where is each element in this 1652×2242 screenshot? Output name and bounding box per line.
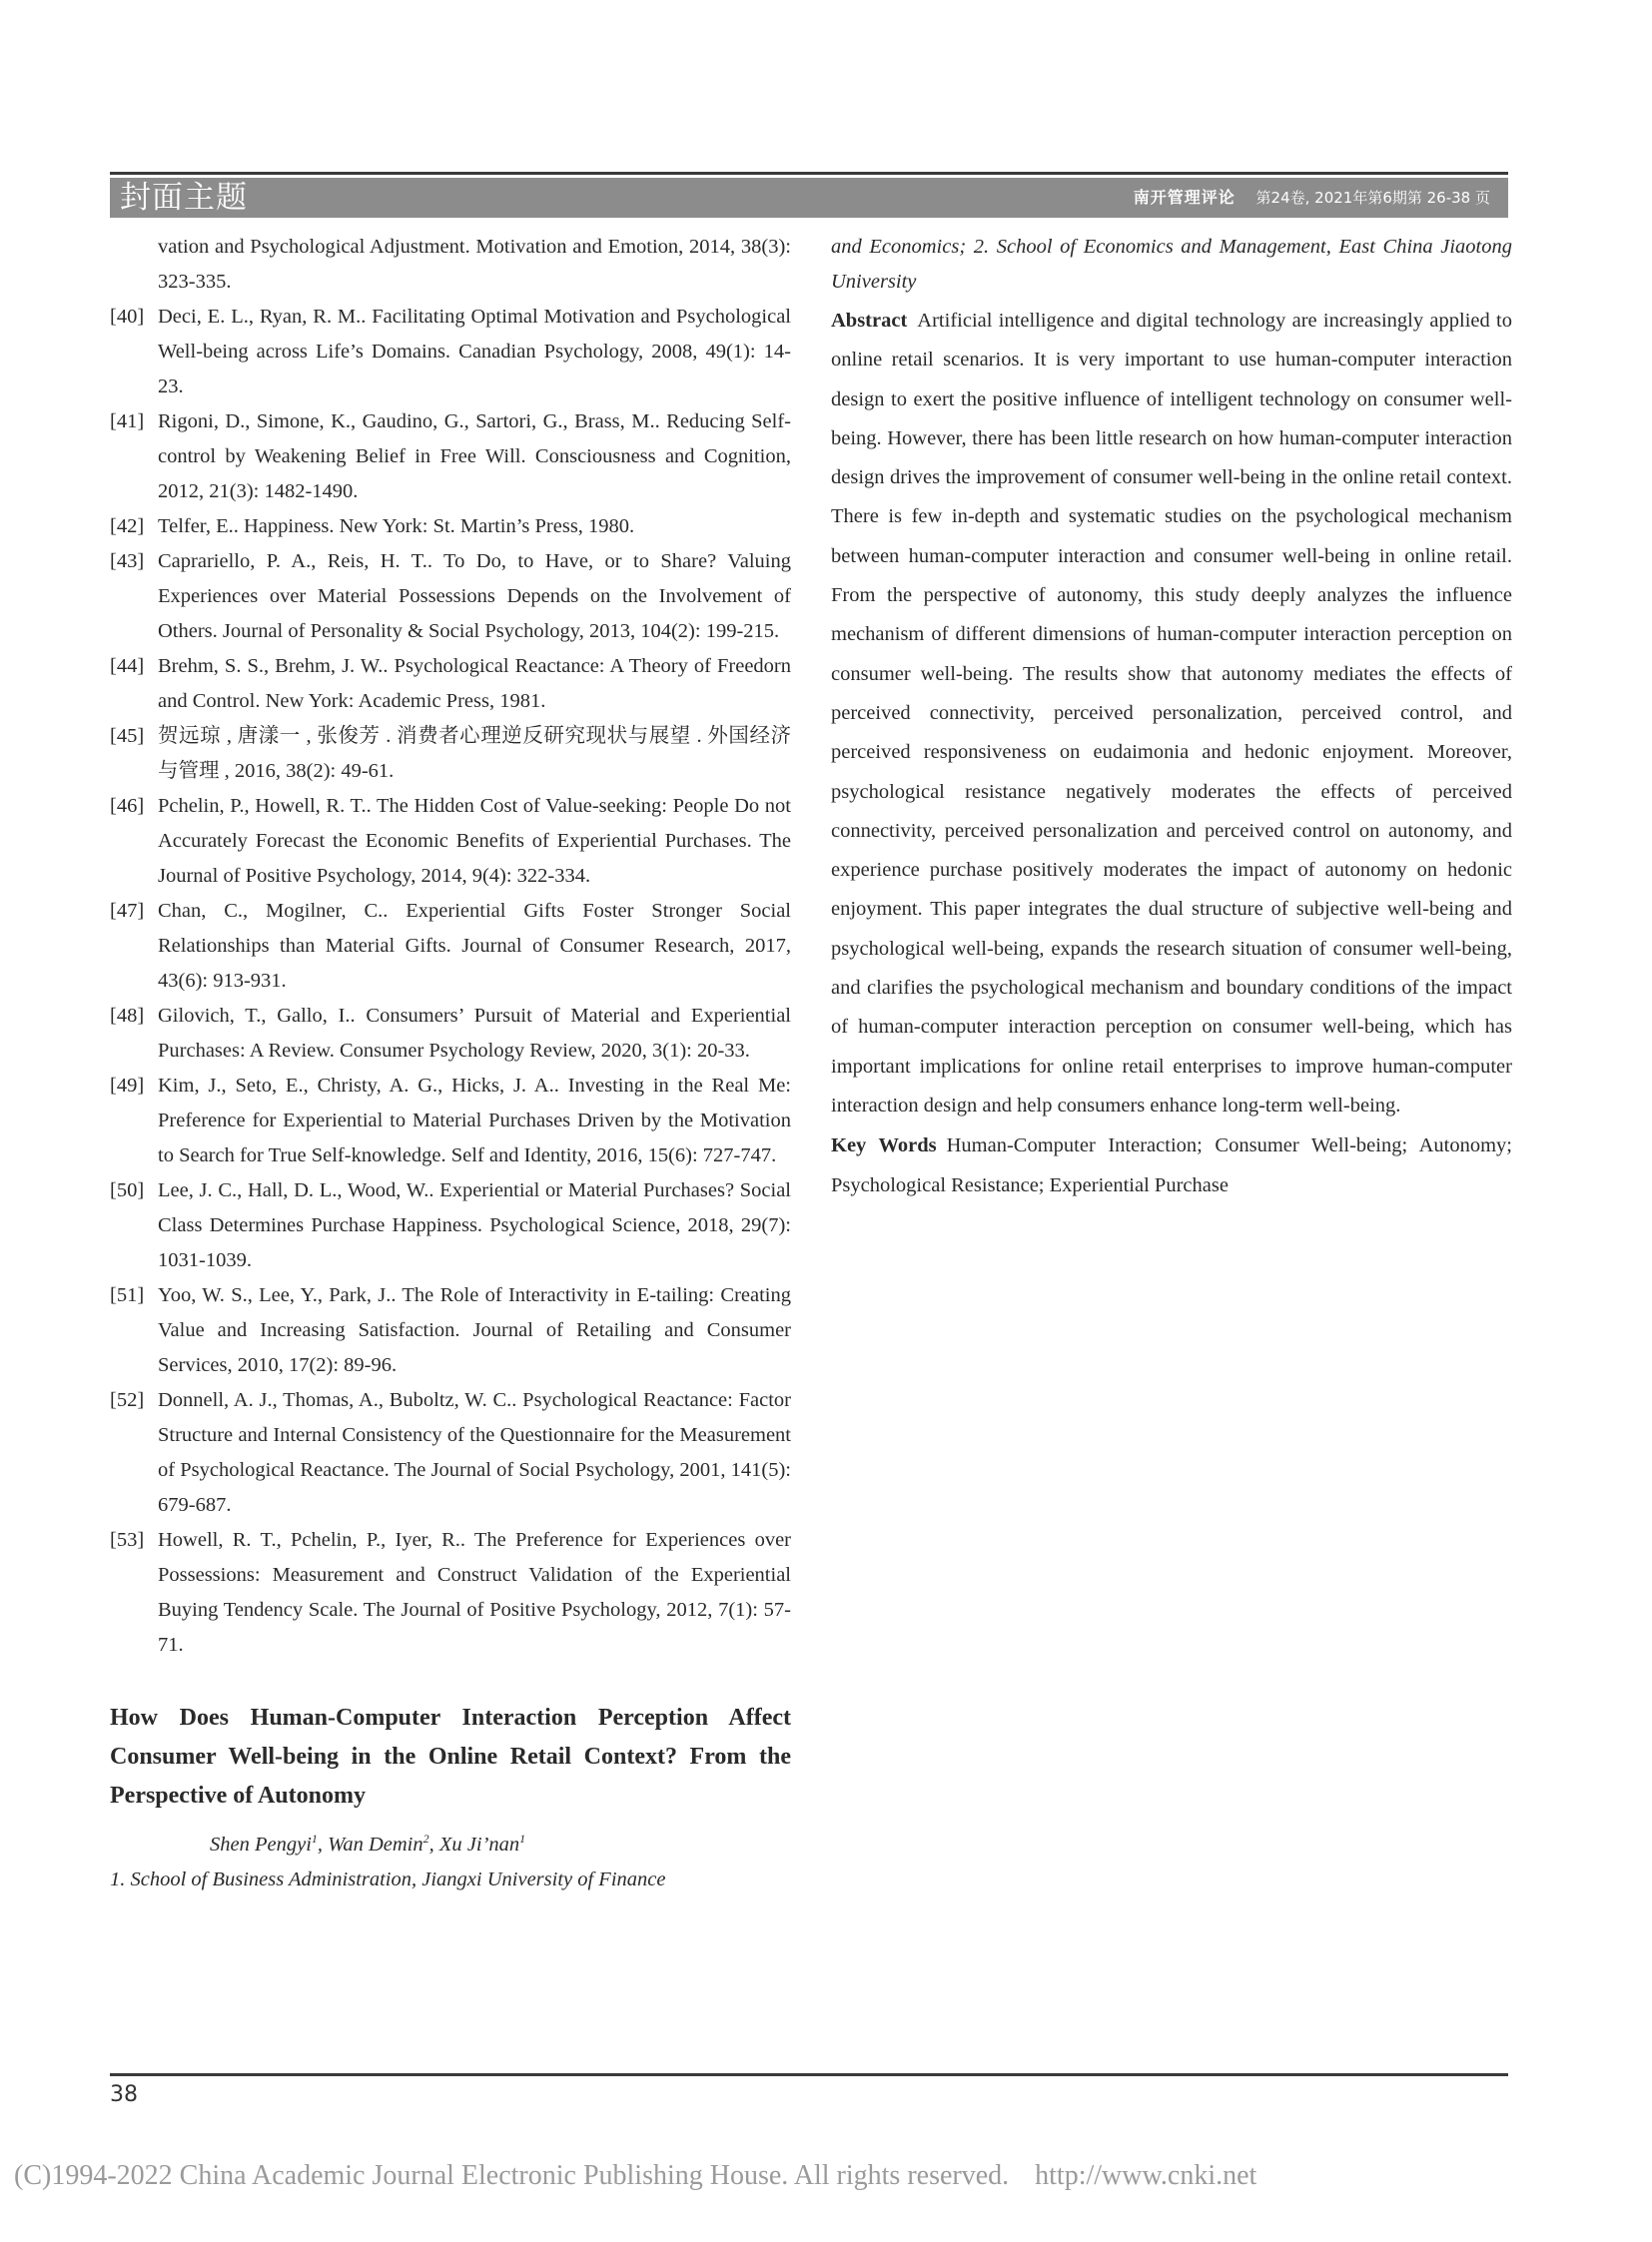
- english-title: How Does Human-Computer Interaction Perception Affect Consumer Well-being in the Online Retail Context? From the Perspective of Autonomy: [110, 1705, 791, 1809]
- reference-text: 贺远琼 , 唐漾一 , 张俊芳 . 消费者心理逆反研究现状与展望 . 外国经济与管理 , 2016, 38(2): 49-61.: [158, 725, 791, 782]
- abstract-label: Abstract: [831, 310, 908, 332]
- keywords-text: Human-Computer Interaction; Consumer Well-being; Autonomy; Psychological Resistance; Experiential Purchase: [831, 1134, 1512, 1196]
- reference-number: [42]: [110, 515, 145, 537]
- reference-number: [44]: [110, 655, 145, 677]
- right-column: [831, 230, 1512, 1205]
- reference-text: Telfer, E.. Happiness. New York: St. Martin’s Press, 1980.: [158, 515, 635, 537]
- reference-continuation: vation and Psychological Adjustment. Motivation and Emotion, 2014, 38(3): 323-335.: [158, 236, 791, 293]
- copyright-text: (C)1994-2022 China Academic Journal Electronic Publishing House. All rights reserved.: [14, 2160, 1010, 2191]
- reference-item: [110, 544, 791, 649]
- reference-text: Yoo, W. S., Lee, Y., Park, J.. The Role of Interactivity in E-tailing: Creating Value and Increasing Satisfaction. Journal of Retailing and Consumer Services, 2010, 17(2): 89-96.: [158, 1284, 791, 1376]
- reference-item: [110, 894, 791, 999]
- running-header: [110, 178, 1508, 218]
- cnki-url: http://www.cnki.net: [1035, 2160, 1257, 2191]
- reference-number: [53]: [110, 1529, 145, 1551]
- reference-number: [49]: [110, 1075, 145, 1097]
- reference-text: Lee, J. C., Hall, D. L., Wood, W.. Experiential or Material Purchases? Social Class Determines Purchase Happiness. Psychological Science, 2018, 29(7): 1031-1039.: [158, 1179, 791, 1271]
- keywords-label: Key Words: [831, 1134, 937, 1157]
- abstract-paragraph: [831, 302, 1512, 1125]
- reference-item: [110, 1523, 791, 1663]
- author-name: Shen Pengyi: [210, 1833, 312, 1856]
- journal-info: [1134, 178, 1490, 218]
- reference-number: [51]: [110, 1284, 145, 1306]
- page-number: 38: [110, 2082, 138, 2107]
- reference-item: [110, 1069, 791, 1173]
- reference-number: [48]: [110, 1005, 145, 1027]
- author-affiliation-mark: 2: [422, 1832, 429, 1846]
- header-top-rule: [110, 172, 1508, 175]
- reference-text: Gilovich, T., Gallo, I.. Consumers’ Pursuit of Material and Experiential Purchases: A Review. Consumer Psychology Review, 2020, 3(1): 20-33.: [158, 1005, 791, 1062]
- left-column: [110, 230, 791, 1897]
- reference-text: Deci, E. L., Ryan, R. M.. Facilitating Optimal Motivation and Psychological Well-being across Life’s Domains. Canadian Psychology, 2008, 49(1): 14-23.: [158, 306, 791, 397]
- reference-number: [45]: [110, 725, 145, 747]
- reference-number: [43]: [110, 550, 145, 572]
- reference-number: [52]: [110, 1389, 145, 1411]
- author-affiliation-mark: 1: [519, 1832, 526, 1846]
- reference-number: [47]: [110, 900, 145, 922]
- reference-number: [50]: [110, 1179, 145, 1201]
- reference-text: Donnell, A. J., Thomas, A., Buboltz, W. C.. Psychological Reactance: Factor Structure and Internal Consistency of the Questionnaire for the Measurement of Psychological Reactance. The Journal of Social Psychology, 2001, 141(5): 679-687.: [158, 1389, 791, 1516]
- reference-item: [110, 509, 791, 544]
- reference-number: [41]: [110, 410, 145, 432]
- affiliation-line: 1. School of Business Administration, Jiangxi University of Finance: [110, 1868, 666, 1890]
- author-name: Xu Ji’nan: [438, 1833, 520, 1856]
- issue-info: 第24卷, 2021年第6期第 26-38 页: [1255, 189, 1490, 207]
- reference-text: Rigoni, D., Simone, K., Gaudino, G., Sartori, G., Brass, M.. Reducing Self-control by Weakening Belief in Free Will. Consciousness and Cognition, 2012, 21(3): 1482-1490.: [158, 410, 791, 502]
- reference-item: [110, 300, 791, 404]
- copyright-notice: [14, 2160, 1256, 2192]
- reference-number: [40]: [110, 306, 145, 328]
- reference-text: Caprariello, P. A., Reis, H. T.. To Do, to Have, or to Share? Valuing Experiences over Material Possessions Depends on the Involvement of Others. Journal of Personality & Social Psychology, 2013, 104(2): 199-215.: [158, 550, 791, 642]
- reference-item: [110, 789, 791, 894]
- reference-item: [110, 649, 791, 719]
- reference-item: [110, 1383, 791, 1523]
- reference-number: [46]: [110, 795, 145, 817]
- reference-text: Chan, C., Mogilner, C.. Experiential Gifts Foster Stronger Social Relationships than Material Gifts. Journal of Consumer Research, 2017, 43(6): 913-931.: [158, 900, 791, 992]
- author-affiliation-mark: 1: [311, 1832, 318, 1846]
- affiliation-continued: and Economics; 2. School of Economics and Management, East China Jiaotong University: [831, 236, 1512, 293]
- reference-item: [110, 1278, 791, 1383]
- reference-list: [110, 230, 791, 1663]
- reference-item: [110, 999, 791, 1069]
- reference-text: Brehm, S. S., Brehm, J. W.. Psychological Reactance: A Theory of Freedorn and Control. New York: Academic Press, 1981.: [158, 655, 791, 712]
- reference-text: Pchelin, P., Howell, R. T.. The Hidden Cost of Value-seeking: People Do not Accurately Forecast the Economic Benefits of Experiential Purchases. The Journal of Positive Psychology, 2014, 9(4): 322-334.: [158, 795, 791, 887]
- keywords-paragraph: [831, 1126, 1512, 1205]
- footer-rule: [110, 2073, 1508, 2076]
- section-title: 封面主题: [120, 180, 248, 216]
- reference-item: [110, 719, 791, 789]
- reference-item: [110, 1173, 791, 1278]
- reference-item: [110, 404, 791, 509]
- author-name: Wan Demin: [328, 1833, 423, 1856]
- abstract-text: Artificial intelligence and digital technology are increasingly applied to online retail scenarios. It is very important to use human-computer interaction design to exert the positive influence of intelligent technology on consumer well-being. However, there has been little research on how human-computer interaction design drives the improvement of consumer well-being in the online retail context. There is few in-depth and systematic studies on the psychological mechanism between human-computer interaction and consumer well-being in online retail. From the perspective of autonomy, this study deeply analyzes the influence mechanism of different dimensions of human-computer interaction perception on consumer well-being. The results show that autonomy mediates the effects of perceived connectivity, perceived personalization, perceived control, and perceived responsiveness on eudaimonia and hedonic enjoyment. Moreover, psychological resistance negatively moderates the effects of perceived connectivity, perceived personalization and perceived control on autonomy, and experience purchase positively moderates the impact of autonomy on hedonic enjoyment. This paper integrates the dual structure of subjective well-being and psychological well-being, expands the research situation of consumer well-being, and clarifies the psychological mechanism and boundary conditions of the impact of human-computer interaction perception on consumer well-being, which has important implications for online retail enterprises to improve human-computer interaction design and help consumers enhance long-term well-being.: [831, 310, 1512, 1117]
- author-list: Shen Pengyi$^1$, Wan Demin$^2$, Xu Ji’nan$^1$: [210, 1832, 526, 1856]
- reference-text: Howell, R. T., Pchelin, P., Iyer, R.. The Preference for Experiences over Possessions: Measurement and Construct Validation of the Experiential Buying Tendency Scale. The Journal of Positive Psychology, 2012, 7(1): 57-71.: [158, 1529, 791, 1656]
- journal-name: 南开管理评论: [1133, 188, 1236, 207]
- reference-text: Kim, J., Seto, E., Christy, A. G., Hicks, J. A.. Investing in the Real Me: Preference for Experiential to Material Purchases Driven by the Motivation to Search for True Self-knowledge. Self and Identity, 2016, 15(6): 727-747.: [158, 1075, 791, 1166]
